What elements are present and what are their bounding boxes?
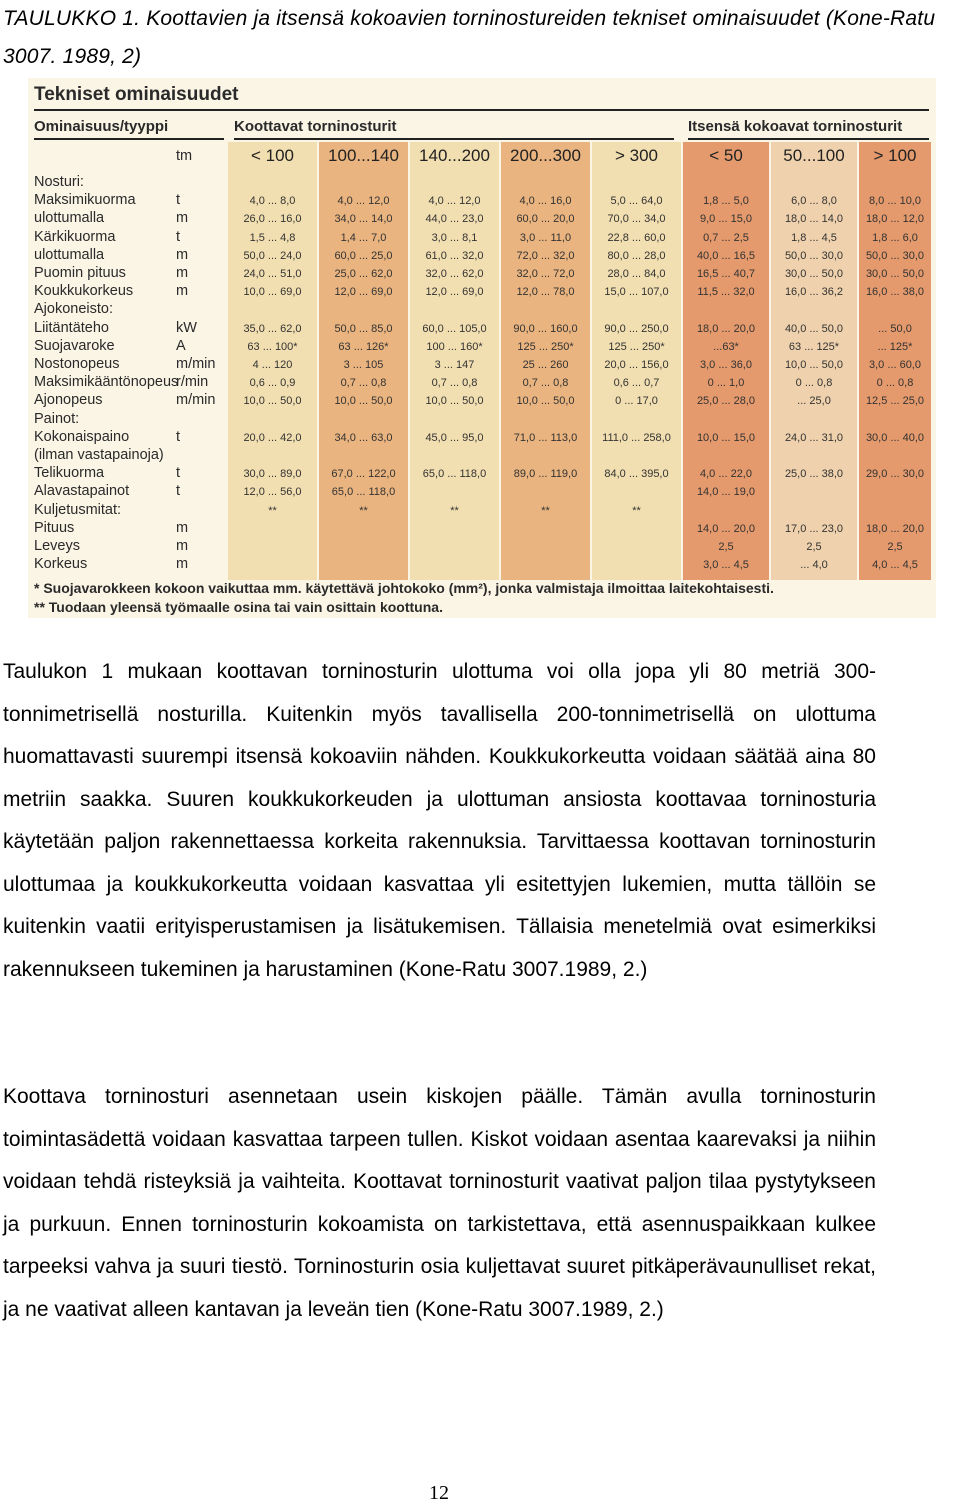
row-label: ulottumalla — [34, 246, 105, 263]
table-cell: 1,4 ... 7,0 — [340, 231, 387, 244]
footnote-1: * Suojavarokkeen kokoon vaikuttaa mm. käytettävä johtokoko (mm²), jonka valmistaja ilmoittaa laitekohtaisesti. — [34, 580, 774, 596]
paragraph-1: Taulukon 1 mukaan koottavan torninosturin ulottuma voi olla jopa yli 80 metriä 300-tonnimetrisellä nosturilla. Kuitenkin myös tavallisella 200-tonnimetrisellä on ulottuma huomattavasti suurempi itsensä kokoaviin nähden. Koukkukorkeutta voidaan säätää aina 80 metriin saakka. Suuren koukkukorkeuden ja ulottuman ansiosta koottavaa torninosturia käytetään paljon rakennettaessa korkeita rakennuksia. Tarvittaessa koottavan torninosturin ulottumaa ja koukkukorkeutta voidaan kasvattaa yli esitettyjen lukemien, mutta tällöin se kuitenkin vaatii erityisperustamisen ja lisätukemisen. Tällaisia menetelmiä ovat esimerkiksi rakennukseen tukeminen ja harustaminen (Kone-Ratu 3007.1989, 2.) — [3, 660, 876, 981]
unit-header: tm — [176, 148, 193, 164]
table-cell: 10,0 ... 50,0 — [516, 395, 575, 408]
row-unit: m — [176, 265, 189, 281]
row-label: Liitäntäteho — [34, 319, 109, 336]
column-header: > 100 — [873, 146, 917, 165]
page-number: 12 — [429, 1482, 449, 1504]
paragraph-2: Koottava torninosturi asennetaan usein kiskojen päälle. Tämän avulla torninosturin toimintasädettä voidaan kasvattaa tarpeen tullen. Kiskot voidaan asentaa kaarevaksi ja niihin voidaan tehdä risteyksiä ja vaihteita. Koottavat torninosturit vaativat paljon tilaa pystytykseen ja purkuun. Ennen torninosturin kokoamista on tarkistettava, että asennuspaikkaan kulkee tarpeeksi vahva ja suuri tiestö. Torninosturin osia kuljettavat suuret pitkäperävaunulliset rekat, ja ne vaativat alleen kantavan ja leveän tien (Kone-Ratu 3007.1989, 2.) — [3, 1085, 876, 1321]
table-cell: 24,0 ... 51,0 — [243, 268, 302, 280]
table-cell: 30,0 ... 50,0 — [784, 268, 844, 280]
table-cell: 32,0 ... 72,0 — [516, 268, 575, 280]
table-cell: ... 125* — [877, 340, 913, 353]
table-cell: 80,0 ... 28,0 — [607, 249, 666, 262]
table-cell: 50,0 ... 24,0 — [243, 249, 302, 262]
column-header: 100...140 — [328, 146, 399, 165]
table-cell: 3 ... 147 — [434, 359, 475, 371]
table-cell: 4,0 ... 12,0 — [428, 195, 481, 208]
table-cell: 2,5 — [806, 541, 822, 553]
table-cell: 14,0 ... 20,0 — [696, 522, 756, 535]
row-label: ulottumalla — [34, 210, 105, 227]
row-label: Kuljetusmitat: — [34, 501, 122, 518]
table-cell: 1,5 ... 4,8 — [249, 231, 296, 244]
table-cell: ** — [450, 504, 459, 517]
table-cell: 0 ... 0,8 — [876, 377, 914, 390]
table-cell: 12,5 ... 25,0 — [865, 395, 925, 408]
table-cell: 45,0 ... 95,0 — [425, 431, 484, 444]
table-cell: 25,0 ... 28,0 — [696, 395, 756, 408]
group-header-itsensa: Itsensä kokoavat torninosturit — [688, 118, 903, 135]
table-cell: 12,0 ... 69,0 — [425, 286, 484, 299]
row-unit: t — [176, 483, 181, 500]
row-label: Alavastapainot — [34, 483, 130, 500]
table-cell: 0,6 ... 0,9 — [249, 377, 296, 390]
table-cell: 44,0 ... 23,0 — [425, 213, 484, 226]
table-cell: 0,7 ... 0,8 — [431, 377, 478, 390]
row-unit: m — [176, 246, 189, 263]
table-cell: 3 ... 105 — [343, 359, 384, 371]
table-cell: 3,0 ... 36,0 — [700, 359, 752, 371]
table-cell: 65,0 ... 118,0 — [331, 486, 396, 499]
table-cell: 0,7 ... 0,8 — [522, 377, 569, 390]
column-header: 140...200 — [419, 146, 490, 165]
table-cell: 67,0 ... 122,0 — [331, 468, 396, 481]
row-label: Ajokoneisto: — [34, 301, 113, 318]
row-unit: t — [176, 228, 181, 245]
table-cell: 18,0 ... 20,0 — [696, 322, 756, 335]
table-cell: 3,0 ... 11,0 — [519, 231, 572, 244]
table-cell: 4 ... 120 — [252, 359, 293, 371]
table-cell: 16,5 ... 40,7 — [696, 268, 756, 280]
table-cell: 10,0 ... 50,0 — [425, 395, 484, 408]
table-cell: 20,0 ... 156,0 — [604, 359, 669, 371]
row-unit: r/min — [176, 374, 209, 391]
table-cell: 25 ... 260 — [522, 359, 569, 371]
table-cell: 40,0 ... 50,0 — [784, 322, 844, 335]
table-cell: ... 25,0 — [797, 395, 831, 408]
table-cell: 25,0 ... 62,0 — [334, 268, 393, 280]
table-cell: 125 ... 250* — [608, 340, 665, 353]
table-title: Tekniset ominaisuudet — [34, 84, 239, 105]
table-cell: 18,0 ... 12,0 — [865, 213, 925, 226]
table-cell: 1,8 ... 5,0 — [703, 195, 749, 208]
table-cell: 8,0 ... 10,0 — [869, 195, 921, 208]
table-cell: ...63* — [713, 340, 739, 353]
table-cell: 63 ... 126* — [338, 340, 389, 353]
table-cell: 5,0 ... 64,0 — [610, 195, 663, 208]
table-cell: 14,0 ... 19,0 — [696, 486, 756, 499]
table-cell: 90,0 ... 160,0 — [513, 322, 578, 335]
row-label: Nostonopeus — [34, 356, 120, 372]
table-cell: ... 50,0 — [878, 322, 912, 335]
itsensa-header-rule — [688, 138, 929, 140]
row-label: Puomin pituus — [34, 265, 126, 281]
row-label: Nosturi: — [34, 174, 84, 190]
table-cell: 4,0 ... 8,0 — [249, 195, 296, 208]
row-unit: kW — [176, 319, 197, 336]
table-cell: 63 ... 100* — [247, 340, 298, 353]
table-cell: 10,0 ... 50,0 — [334, 395, 393, 408]
table-cell: 35,0 ... 62,0 — [243, 322, 302, 335]
table-cell: 40,0 ... 16,5 — [696, 249, 756, 262]
group-header-koottavat: Koottavat torninosturit — [234, 118, 397, 135]
table-cell: 0 ... 17,0 — [615, 395, 658, 408]
table-cell: 29,0 ... 30,0 — [865, 468, 925, 481]
table-cell: 3,0 ... 4,5 — [703, 559, 749, 572]
table-cell: 65,0 ... 118,0 — [422, 468, 487, 481]
row-label: Maksimikääntönopeus — [34, 374, 179, 391]
table-cell: 0,7 ... 0,8 — [340, 377, 387, 390]
table-figure — [28, 78, 936, 618]
row-unit: m — [176, 283, 189, 300]
row-unit: m/min — [176, 392, 216, 409]
footnote-2: ** Tuodaan yleensä työmaalle osina tai vain osittain koottuna. — [34, 599, 443, 615]
table-cell: 4,0 ... 12,0 — [337, 195, 390, 208]
table-cell: 12,0 ... 78,0 — [516, 286, 575, 299]
row-label: (ilman vastapainoja) — [34, 447, 164, 463]
table-cell: 0 ... 1,0 — [707, 377, 745, 390]
row-label: Korkeus — [34, 556, 88, 573]
table-cell: ** — [541, 504, 550, 517]
table-cell: 71,0 ... 113,0 — [513, 431, 578, 444]
table-cell: 34,0 ... 63,0 — [334, 431, 393, 444]
table-cell: 72,0 ... 32,0 — [516, 249, 575, 262]
row-unit: t — [176, 192, 181, 209]
table-cell: 100 ... 160* — [426, 340, 483, 353]
table-cell: 61,0 ... 32,0 — [425, 249, 484, 262]
row-label: Koukkukorkeus — [34, 283, 134, 300]
table-cell: 50,0 ... 30,0 — [784, 249, 844, 262]
row-unit: A — [176, 337, 186, 354]
table-cell: 1,8 ... 6,0 — [872, 231, 918, 244]
table-cell: 0 ... 0,8 — [795, 377, 833, 390]
table-cell: 16,0 ... 38,0 — [865, 286, 925, 299]
row-unit: m — [176, 210, 189, 227]
table-cell: 2,5 — [718, 541, 734, 553]
row-label: Leveys — [34, 538, 80, 554]
table-cell: 18,0 ... 20,0 — [865, 522, 925, 535]
table-cell: ** — [268, 504, 277, 517]
row-unit: t — [176, 428, 181, 445]
koottavat-header-rule — [234, 138, 674, 140]
title-rule — [34, 109, 929, 111]
table-cell: 10,0 ... 50,0 — [784, 359, 844, 371]
table-cell: 2,5 — [887, 541, 903, 553]
row-label: Maksimikuorma — [34, 192, 136, 209]
property-header: Ominaisuus/tyyppi — [34, 118, 169, 135]
table-cell: 22,8 ... 60,0 — [607, 231, 666, 244]
table-cell: 18,0 ... 14,0 — [784, 213, 844, 226]
table-cell: 6,0 ... 8,0 — [791, 195, 837, 208]
table-cell: 60,0 ... 25,0 — [334, 249, 393, 262]
table-cell: 1,8 ... 4,5 — [791, 231, 837, 244]
table-cell: 26,0 ... 16,0 — [243, 213, 302, 226]
table-cell: 32,0 ... 62,0 — [425, 268, 484, 280]
table-cell: 17,0 ... 23,0 — [784, 522, 844, 535]
table-cell: 70,0 ... 34,0 — [607, 213, 666, 226]
column-header: 50...100 — [783, 146, 845, 165]
table-cell: 111,0 ... 258,0 — [602, 431, 671, 444]
table-cell: 15,0 ... 107,0 — [604, 286, 669, 299]
table-cell: 89,0 ... 119,0 — [513, 468, 578, 481]
column-header: 200...300 — [510, 146, 581, 165]
table-cell: 16,0 ... 36,2 — [784, 286, 844, 299]
table-cell: 0,6 ... 0,7 — [613, 377, 660, 390]
table-cell: 4,0 ... 16,0 — [519, 195, 572, 208]
table-cell: 20,0 ... 42,0 — [243, 431, 302, 444]
row-unit: m — [176, 519, 189, 536]
table-cell: 60,0 ... 105,0 — [422, 322, 487, 335]
table-cell: 0,7 ... 2,5 — [703, 231, 749, 244]
row-label: Kokonaispaino — [34, 428, 130, 445]
table-cell: 10,0 ... 15,0 — [696, 431, 756, 444]
property-header-rule — [34, 138, 224, 140]
row-label: Painot: — [34, 410, 80, 427]
row-label: Telikuorma — [34, 465, 105, 482]
table-cell: 4,0 ... 22,0 — [700, 468, 752, 481]
table-cell: ... 4,0 — [800, 559, 828, 572]
table-cell: 50,0 ... 30,0 — [865, 249, 925, 262]
table-cell: 12,0 ... 56,0 — [243, 486, 302, 499]
table-cell: 3,0 ... 60,0 — [869, 359, 921, 371]
column-header: > 300 — [614, 146, 658, 165]
table-cell: 4,0 ... 4,5 — [872, 559, 918, 572]
table-cell: 28,0 ... 84,0 — [607, 268, 666, 280]
table-cell: 11,5 ... 32,0 — [697, 286, 755, 299]
table-cell: 125 ... 250* — [517, 340, 574, 353]
table-cell: ** — [632, 504, 641, 517]
table-cell: 12,0 ... 69,0 — [334, 286, 393, 299]
table-cell: 10,0 ... 50,0 — [243, 395, 302, 408]
row-label: Kärkikuorma — [34, 228, 116, 245]
table-cell: 10,0 ... 69,0 — [243, 286, 302, 299]
column-header: < 50 — [709, 146, 743, 165]
row-unit: m — [176, 538, 189, 554]
row-label: Suojavaroke — [34, 337, 115, 354]
row-label: Pituus — [34, 519, 75, 536]
table-cell: 24,0 ... 31,0 — [784, 431, 844, 444]
table-cell: 90,0 ... 250,0 — [604, 322, 669, 335]
row-label: Ajonopeus — [34, 392, 103, 409]
table-cell: 30,0 ... 89,0 — [243, 468, 302, 481]
row-unit: t — [176, 465, 181, 482]
table-cell: 30,0 ... 50,0 — [865, 268, 925, 280]
table-cell: 9,0 ... 15,0 — [700, 213, 752, 226]
table-caption: TAULUKKO 1. Koottavien ja itsensä kokoavien torninostureiden tekniset ominaisuudet (Kone-Ratu 3007. 1989, 2) — [3, 7, 936, 68]
table-cell: 25,0 ... 38,0 — [784, 468, 844, 481]
table-cell: 60,0 ... 20,0 — [516, 213, 575, 226]
table-cell: 34,0 ... 14,0 — [334, 213, 393, 226]
column-header: < 100 — [250, 146, 294, 165]
table-cell: ** — [359, 504, 368, 517]
table-cell: 84,0 ... 395,0 — [604, 468, 669, 481]
table-cell: 30,0 ... 40,0 — [865, 431, 925, 444]
table-cell: 63 ... 125* — [788, 340, 840, 353]
table-cell: 3,0 ... 8,1 — [431, 231, 478, 244]
row-unit: m/min — [176, 356, 216, 372]
table-cell: 50,0 ... 85,0 — [334, 322, 393, 335]
row-unit: m — [176, 556, 189, 573]
